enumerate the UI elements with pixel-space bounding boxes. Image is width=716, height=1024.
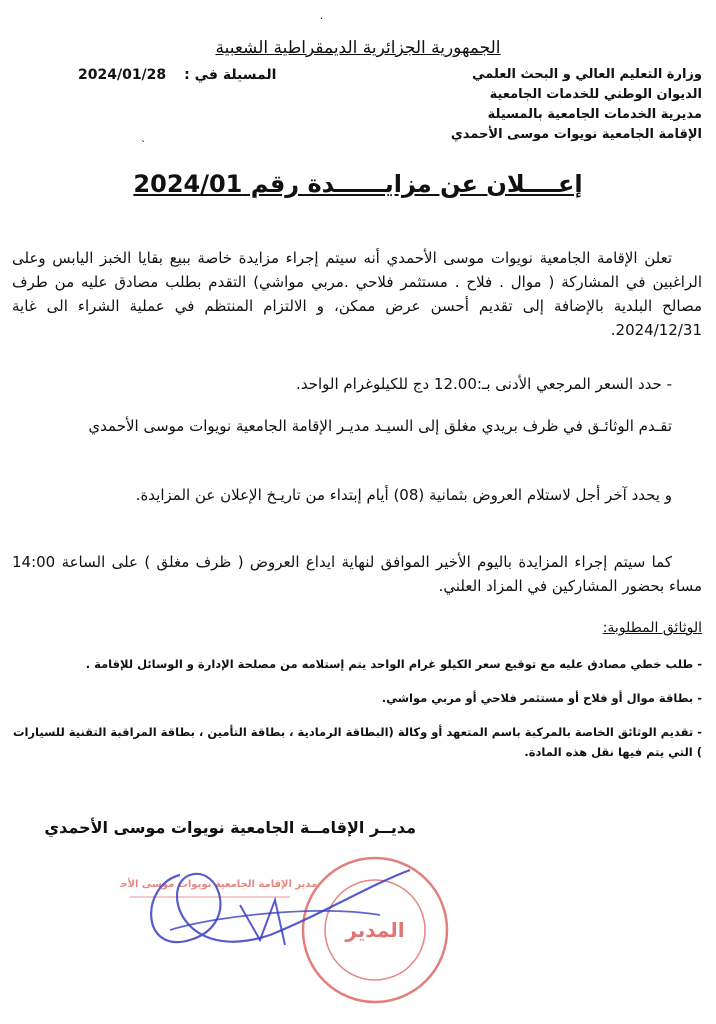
requirement-item: - طلب خطي مصادق عليه مع توقيع سعر الكيلو غرام الواحد يتم إستلامه من مصلحة الإدارة و الوسائل للإقامة . — [85, 657, 702, 671]
stamp-and-signature — [120, 845, 490, 1005]
ministry-line: وزارة التعليم العالي و البحث العلمي — [472, 67, 702, 82]
republic-heading: الجمهورية الجزائرية الديمقراطية الشعبية — [215, 38, 501, 58]
stamp-text: المدير — [345, 918, 405, 942]
residence-line: الإقامة الجامعية نويوات موسى الأحمدي — [450, 127, 702, 142]
requirement-item: - بطاقة موال أو فلاح أو مستثمر فلاحي أو مربي مواشي. — [381, 691, 702, 705]
requirements-heading: الوثائق المطلوبة: — [602, 620, 702, 636]
deadline-paragraph: و يحدد آخر أجل لاستلام العروض بثمانية (08) أيام إبتداء من تاريـخ الإعلان عن المزايدة. — [135, 486, 672, 504]
price-paragraph: - حدد السعر المرجعي الأدنى بـ:12.00 دج للكيلوغرام الواحد. — [296, 375, 672, 393]
official-stamp — [120, 845, 490, 1005]
seal-ring-text — [120, 845, 124, 848]
signatory-title: مديــر الإقامــة الجامعية نويوات موسى الأحمدي — [44, 818, 416, 837]
office-line: الديوان الوطني للخدمات الجامعية — [489, 87, 702, 102]
documents-paragraph: تقـدم الوثائـق في ظرف بريدي مغلق إلى السيـد مديـر الإقامة الجامعية نويوات موسى الأحمدي — [88, 417, 672, 435]
auction-paragraph: كما سيتم إجراء المزايدة باليوم الأخير الموافق لنهاية ايداع العروض ( ظرف مغلق ) على الساعة 14:00 مساء بحضور المشاركين في المزاد العلني. — [12, 553, 702, 595]
date-line — [78, 67, 276, 83]
requirement-item: - تقديم الوثائق الخاصة بالمركبة باسم المتعهد أو وكالة (البطاقة الرمادية ، بطاقة التأمين ، بطاقة المراقبة التقنية للسيارات ) التي يتم فيها نقل هذه المادة. — [12, 725, 702, 759]
date-value: 2024/01/28 — [78, 67, 167, 83]
announcement-title: إعــــلان عن مزايــــــدة رقم 2024/01 — [133, 170, 583, 198]
intro-paragraph: تعلن الإقامة الجامعية نويوات موسى الأحمدي أنه سيتم إجراء مزايدة خاصة ببيع بقايا الخبز اليابس وعلى الراغبين في المشاركة ( موال . فلاح . مستثمر فلاحي .مربي مواشي) التقدم بطلب مصادق عليه من طرف مصالح البلدية بالإضافة إلى تقديم أحسن عرض ممكن، و الالتزام المنتظم في عملية الشراء الى غاية 2024/12/31. — [12, 249, 702, 339]
name-seal-text: مدير الإقامة الجامعية نويوات موسى الأحمدي — [120, 879, 318, 890]
stray-mark: · — [320, 14, 324, 25]
stray-mark: ` — [141, 140, 146, 151]
date-label: المسيلة في : — [184, 67, 277, 83]
directorate-line: مديرية الخدمات الجامعية بالمسيلة — [487, 107, 702, 122]
